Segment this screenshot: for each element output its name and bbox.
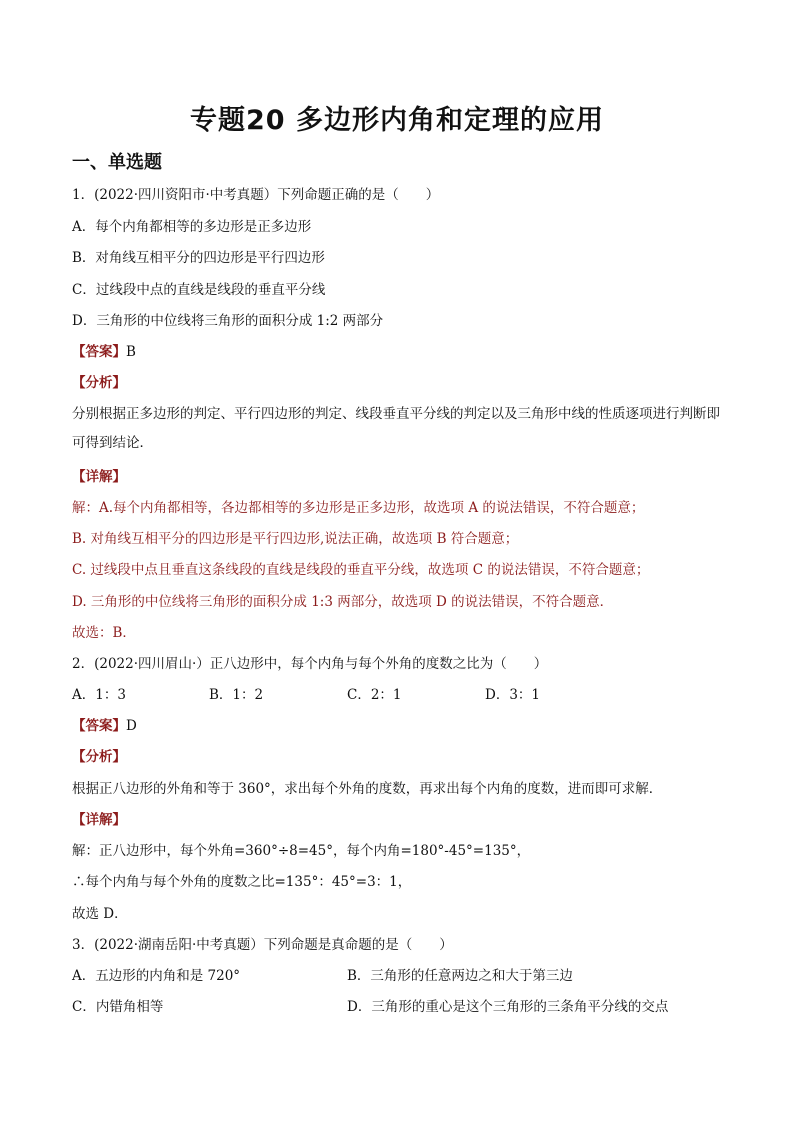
q3-option-d: D．三角形的重心是这个三角形的三条角平分线的交点 (347, 999, 669, 1015)
q2-answer (72, 717, 137, 735)
q1-option-d: D．三角形的中位线将三角形的面积分成 1:2 两部分 (72, 313, 384, 329)
q2-analysis-tag: 【分析】 (72, 749, 126, 765)
answer-tag: 【答案】 (72, 718, 126, 734)
q2-detail-line: 解：正八边形中，每个外角=360°÷8=45°，每个内角=180°-45°=135°， (72, 843, 531, 859)
q3-option-b: B．三角形的任意两边之和大于第三边 (347, 968, 573, 984)
q3-options-row2 (72, 998, 722, 1016)
q1-option-c: C．过线段中点的直线是线段的垂直平分线 (72, 282, 326, 298)
answer-value: B (126, 344, 136, 360)
q2-option-a: A．1：3 (72, 687, 126, 703)
q1-answer (72, 343, 136, 361)
q1-option-b: B．对角线互相平分的四边形是平行四边形 (72, 250, 325, 266)
q2-analysis-text: 根据正八边形的外角和等于 360°，求出每个外角的度数，再求出每个内角的度数，进而即可求解． (72, 781, 663, 797)
q2-stem: 2．(2022·四川眉山·）正八边形中，每个内角与每个外角的度数之比为（ ） (72, 656, 548, 672)
q2-detail-tag: 【详解】 (72, 812, 126, 828)
section-heading: 一、单选题 (72, 152, 162, 173)
page-title: 专题20 多边形内角和定理的应用 (190, 105, 604, 136)
q1-analysis-text: 分别根据正多边形的判定、平行四边形的判定、线段垂直平分线的判定以及三角形中线的性质逐项进行判断即可得到结论． (72, 406, 720, 451)
answer-value: D (126, 718, 137, 734)
q1-option-a: A．每个内角都相等的多边形是正多边形 (72, 219, 312, 235)
q3-stem: 3．(2022·湖南岳阳·中考真题）下列命题是真命题的是（ ） (72, 937, 453, 953)
q1-analysis-tag: 【分析】 (72, 375, 126, 391)
q3-option-c: C．内错角相等 (72, 999, 164, 1015)
q2-option-d: D．3：1 (485, 687, 541, 703)
q1-detail-line: 解：A.每个内角都相等，各边都相等的多边形是正多边形，故选项 A 的说法错误，不符合题意； (72, 500, 645, 516)
q1-detail-line: D. 三角形的中位线将三角形的面积分成 1:3 两部分，故选项 D 的说法错误，不符合题意． (72, 594, 614, 610)
q1-detail-line: B. 对角线互相平分的四边形是平行四边形,说法正确，故选项 B 符合题意； (72, 531, 519, 547)
answer-tag: 【答案】 (72, 344, 126, 360)
q2-option-b: B．1：2 (209, 687, 264, 703)
q3-option-a: A．五边形的内角和是 720° (72, 968, 241, 984)
q1-detail-tag: 【详解】 (72, 469, 126, 485)
q2-detail-line: ∴每个内角与每个外角的度数之比=135°：45°=3：1， (72, 874, 412, 890)
q1-stem: 1．(2022·四川资阳市·中考真题）下列命题正确的是（ ） (72, 187, 440, 203)
q1-detail-line: 故选：B． (72, 625, 136, 641)
q2-detail-line: 故选 D． (72, 906, 128, 922)
q2-option-c: C．2：1 (347, 687, 402, 703)
q2-options (72, 686, 722, 704)
q1-detail-line: C. 过线段中点且垂直这条线段的直线是线段的垂直平分线，故选项 C 的说法错误，不符合题意； (72, 562, 650, 578)
q3-options-row1 (72, 967, 722, 985)
